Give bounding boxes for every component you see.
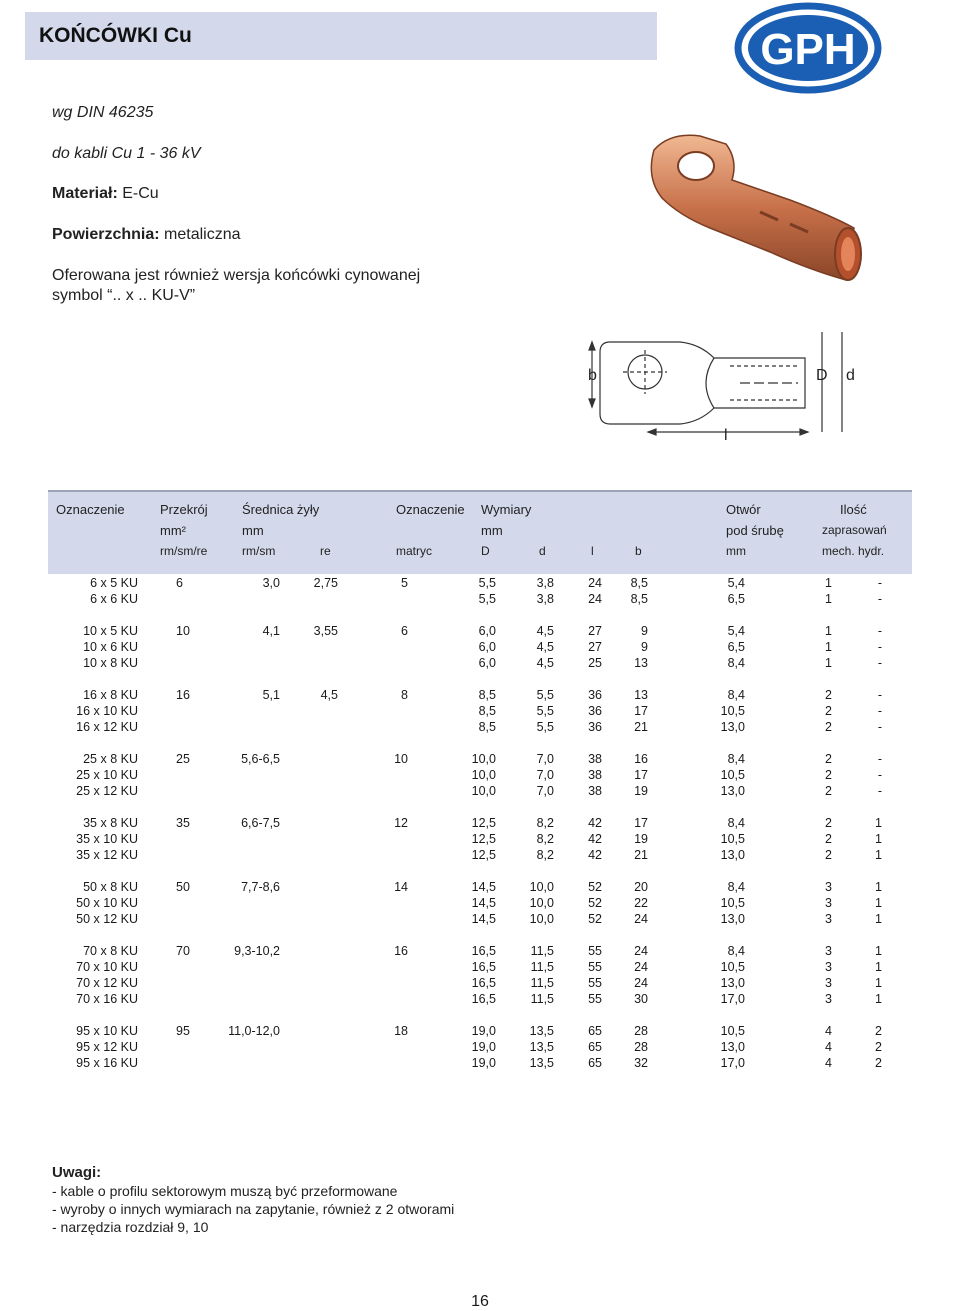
cell-hydr: - xyxy=(877,640,882,654)
cell-mech: 1 xyxy=(825,592,832,606)
header-otwor-unit: pod śrubę xyxy=(726,523,784,538)
surface-value: metaliczna xyxy=(159,226,241,243)
table-row xyxy=(48,944,912,960)
label-l: l xyxy=(724,427,728,444)
cell-d: 4,5 xyxy=(536,624,554,638)
cell-mech: 2 xyxy=(825,752,832,766)
cell-l: 36 xyxy=(588,720,602,734)
table-row xyxy=(48,592,912,608)
header-oznaczenie: Oznaczenie xyxy=(56,502,125,517)
cell-mech: 3 xyxy=(825,896,832,910)
cell-d: 8,2 xyxy=(536,832,554,846)
cell-oz: 10 x 5 KU xyxy=(83,624,138,638)
cell-b: 20 xyxy=(634,880,648,894)
cell-hydr: - xyxy=(877,656,882,670)
cell-l: 55 xyxy=(588,960,602,974)
cell-mech: 1 xyxy=(825,624,832,638)
gph-logo xyxy=(734,2,882,94)
cell-hydr: 1 xyxy=(875,880,882,894)
cell-D: 6,0 xyxy=(478,640,496,654)
cell-hydr: - xyxy=(877,784,882,798)
cell-hydr: - xyxy=(877,768,882,782)
cell-b: 22 xyxy=(634,896,648,910)
technical-drawing xyxy=(570,322,870,447)
cell-o: 5,4 xyxy=(727,624,745,638)
cell-o: 8,4 xyxy=(727,880,745,894)
header-srednica: Średnica żyły xyxy=(242,502,320,517)
cell-o: 13,0 xyxy=(720,784,745,798)
cell-o: 6,5 xyxy=(727,640,745,654)
cell-D: 5,5 xyxy=(478,592,496,606)
cell-d: 8,2 xyxy=(536,848,554,862)
cell-b: 13 xyxy=(634,688,648,702)
cell-hydr: 1 xyxy=(875,912,882,926)
cell-s1: 5,6-6,5 xyxy=(241,752,280,766)
cell-D: 16,5 xyxy=(471,992,496,1006)
cell-o: 8,4 xyxy=(727,816,745,830)
surface-line xyxy=(52,226,241,244)
label-d: d xyxy=(846,367,855,384)
cell-m: 12 xyxy=(394,816,408,830)
cell-m: 16 xyxy=(394,944,408,958)
offer-text: Oferowana jest również wersja końcówki cynowanej symbol “.. x .. KU-V” xyxy=(52,267,421,304)
cell-D: 8,5 xyxy=(478,704,496,718)
table-row xyxy=(48,896,912,912)
cell-b: 8,5 xyxy=(630,592,648,606)
cell-pr: 10 xyxy=(176,624,190,638)
note-item: - narzędzia rozdział 9, 10 xyxy=(52,1219,209,1235)
cell-d: 3,8 xyxy=(536,576,554,590)
cell-s1: 4,1 xyxy=(262,624,280,638)
cell-hydr: - xyxy=(877,752,882,766)
cell-m: 6 xyxy=(401,624,408,638)
table-row xyxy=(48,624,912,640)
material-label: Materiał: xyxy=(52,185,118,202)
cell-D: 10,0 xyxy=(471,752,496,766)
cell-oz: 70 x 12 KU xyxy=(76,976,138,990)
cell-s2: 3,55 xyxy=(313,624,338,638)
cell-d: 5,5 xyxy=(536,688,554,702)
note-item: - kable o profilu sektorowym muszą być przeformowane xyxy=(52,1183,398,1199)
cell-l: 42 xyxy=(588,832,602,846)
cell-mech: 3 xyxy=(825,960,832,974)
cell-oz: 35 x 10 KU xyxy=(76,832,138,846)
cell-o: 10,5 xyxy=(720,832,745,846)
cell-o: 17,0 xyxy=(720,1056,745,1070)
cell-D: 8,5 xyxy=(478,720,496,734)
cell-b: 19 xyxy=(634,832,648,846)
cell-o: 10,5 xyxy=(720,1024,745,1038)
cell-o: 8,4 xyxy=(727,688,745,702)
cell-d: 13,5 xyxy=(529,1024,554,1038)
cell-o: 10,5 xyxy=(720,768,745,782)
cell-d: 11,5 xyxy=(530,960,554,974)
cell-l: 52 xyxy=(588,912,602,926)
cell-D: 12,5 xyxy=(471,848,496,862)
cell-hydr: 2 xyxy=(875,1056,882,1070)
cell-d: 11,5 xyxy=(530,976,554,990)
note-item: - wyroby o innych wymiarach na zapytanie, również z 2 otworami xyxy=(52,1201,455,1217)
cell-D: 12,5 xyxy=(471,816,496,830)
cell-hydr: 2 xyxy=(875,1024,882,1038)
table-row xyxy=(48,768,912,784)
cell-b: 24 xyxy=(634,944,648,958)
table-row xyxy=(48,656,912,672)
cell-hydr: 1 xyxy=(875,896,882,910)
table-row xyxy=(48,1040,912,1056)
cell-oz: 70 x 8 KU xyxy=(83,944,138,958)
cell-s2: 2,75 xyxy=(313,576,338,590)
cell-l: 36 xyxy=(588,688,602,702)
cell-mech: 4 xyxy=(825,1040,832,1054)
cell-s2: 4,5 xyxy=(320,688,338,702)
header-przekroj: Przekrój xyxy=(160,502,208,517)
cell-d: 5,5 xyxy=(536,704,554,718)
cell-pr: 95 xyxy=(176,1024,190,1038)
cell-o: 10,5 xyxy=(720,896,745,910)
cell-oz: 25 x 8 KU xyxy=(83,752,138,766)
cell-l: 38 xyxy=(588,752,602,766)
cell-oz: 50 x 12 KU xyxy=(76,912,138,926)
cell-d: 10,0 xyxy=(529,880,554,894)
table-row xyxy=(48,992,912,1008)
cell-l: 38 xyxy=(588,768,602,782)
cell-D: 19,0 xyxy=(471,1024,496,1038)
cell-l: 55 xyxy=(588,976,602,990)
header-l: l xyxy=(591,544,594,558)
cell-o: 8,4 xyxy=(727,656,745,670)
header-matryc: matryc xyxy=(396,544,432,558)
cell-oz: 10 x 6 KU xyxy=(83,640,138,654)
cell-o: 17,0 xyxy=(720,992,745,1006)
cell-oz: 16 x 10 KU xyxy=(76,704,138,718)
table-row xyxy=(48,688,912,704)
header-D: D xyxy=(481,544,490,558)
cell-l: 27 xyxy=(588,624,602,638)
cell-oz: 6 x 5 KU xyxy=(90,576,138,590)
header-srednica-sub2: re xyxy=(320,544,331,558)
header-wymiary-unit: mm xyxy=(481,523,503,538)
cell-mech: 3 xyxy=(825,880,832,894)
table-row xyxy=(48,784,912,800)
cell-mech: 2 xyxy=(825,704,832,718)
cell-mech: 2 xyxy=(825,848,832,862)
cell-s1: 6,6-7,5 xyxy=(241,816,280,830)
cell-D: 8,5 xyxy=(478,688,496,702)
cell-pr: 25 xyxy=(176,752,190,766)
cell-o: 10,5 xyxy=(720,704,745,718)
cell-l: 24 xyxy=(588,576,602,590)
cell-d: 4,5 xyxy=(536,656,554,670)
cell-mech: 3 xyxy=(825,912,832,926)
material-value: E-Cu xyxy=(117,185,159,202)
cell-mech: 3 xyxy=(825,976,832,990)
header-wymiary: Wymiary xyxy=(481,502,532,517)
cell-b: 9 xyxy=(641,624,648,638)
cell-d: 3,8 xyxy=(536,592,554,606)
table-row xyxy=(48,848,912,864)
cell-s1: 11,0-12,0 xyxy=(228,1024,280,1038)
cell-b: 24 xyxy=(634,976,648,990)
cell-D: 5,5 xyxy=(478,576,496,590)
cell-b: 30 xyxy=(634,992,648,1006)
cell-hydr: 1 xyxy=(875,944,882,958)
cell-mech: 2 xyxy=(825,832,832,846)
cell-d: 13,5 xyxy=(529,1056,554,1070)
cell-m: 18 xyxy=(394,1024,408,1038)
cell-l: 36 xyxy=(588,704,602,718)
cell-l: 25 xyxy=(588,656,602,670)
material-line xyxy=(52,185,159,203)
cell-hydr: - xyxy=(877,688,882,702)
cell-mech: 2 xyxy=(825,768,832,782)
header-oznaczenie-matryc: Oznaczenie xyxy=(396,502,465,517)
cell-pr: 16 xyxy=(176,688,190,702)
cell-hydr: 1 xyxy=(875,848,882,862)
cell-D: 6,0 xyxy=(478,624,496,638)
table-row xyxy=(48,1024,912,1040)
label-b: b xyxy=(588,367,597,384)
table-row xyxy=(48,880,912,896)
cell-D: 14,5 xyxy=(471,896,496,910)
cell-mech: 2 xyxy=(825,720,832,734)
cell-pr: 35 xyxy=(176,816,190,830)
cell-b: 17 xyxy=(634,816,648,830)
table-row xyxy=(48,960,912,976)
cell-pr: 70 xyxy=(176,944,190,958)
cell-b: 24 xyxy=(634,960,648,974)
cell-s1: 7,7-8,6 xyxy=(241,880,280,894)
cell-o: 13,0 xyxy=(720,976,745,990)
cell-D: 19,0 xyxy=(471,1040,496,1054)
cell-l: 42 xyxy=(588,816,602,830)
cell-l: 27 xyxy=(588,640,602,654)
cell-hydr: 1 xyxy=(875,960,882,974)
table-row xyxy=(48,912,912,928)
header-d: d xyxy=(539,544,546,558)
cell-oz: 25 x 12 KU xyxy=(76,784,138,798)
cell-m: 10 xyxy=(394,752,408,766)
cell-oz: 50 x 8 KU xyxy=(83,880,138,894)
cables-text: do kabli Cu 1 - 36 kV xyxy=(52,145,201,162)
cell-d: 10,0 xyxy=(529,912,554,926)
cell-d: 8,2 xyxy=(536,816,554,830)
header-ilosc-unit: zaprasowań xyxy=(822,523,887,537)
cell-l: 42 xyxy=(588,848,602,862)
cell-b: 13 xyxy=(634,656,648,670)
cell-d: 11,5 xyxy=(530,944,554,958)
cell-D: 6,0 xyxy=(478,656,496,670)
header-b: b xyxy=(635,544,642,558)
cell-D: 10,0 xyxy=(471,768,496,782)
cell-l: 52 xyxy=(588,880,602,894)
cell-o: 5,4 xyxy=(727,576,745,590)
cell-d: 7,0 xyxy=(536,784,554,798)
cell-b: 17 xyxy=(634,704,648,718)
cell-b: 28 xyxy=(634,1024,648,1038)
cell-b: 28 xyxy=(634,1040,648,1054)
cell-s1: 9,3-10,2 xyxy=(234,944,280,958)
cell-D: 16,5 xyxy=(471,944,496,958)
cell-b: 19 xyxy=(634,784,648,798)
cell-oz: 16 x 12 KU xyxy=(76,720,138,734)
header-otwor-sub: mm xyxy=(726,544,746,558)
cell-b: 21 xyxy=(634,848,648,862)
cell-oz: 6 x 6 KU xyxy=(90,592,138,606)
cell-o: 13,0 xyxy=(720,848,745,862)
cell-l: 24 xyxy=(588,592,602,606)
logo-text: GPH xyxy=(760,25,856,74)
table-row xyxy=(48,704,912,720)
cell-mech: 4 xyxy=(825,1056,832,1070)
cell-hydr: - xyxy=(877,592,882,606)
notes-block xyxy=(52,1164,454,1236)
table-row xyxy=(48,832,912,848)
cell-d: 5,5 xyxy=(536,720,554,734)
cell-D: 14,5 xyxy=(471,880,496,894)
cell-hydr: 1 xyxy=(875,976,882,990)
cell-hydr: 2 xyxy=(875,1040,882,1054)
cell-oz: 35 x 12 KU xyxy=(76,848,138,862)
cell-D: 16,5 xyxy=(471,976,496,990)
cell-s1: 5,1 xyxy=(262,688,280,702)
table-row xyxy=(48,976,912,992)
standard-text: wg DIN 46235 xyxy=(52,104,154,121)
cell-mech: 4 xyxy=(825,1024,832,1038)
cell-d: 10,0 xyxy=(529,896,554,910)
cell-d: 7,0 xyxy=(536,752,554,766)
header-ilosc-sub: mech. hydr. xyxy=(822,544,885,558)
cell-l: 65 xyxy=(588,1056,602,1070)
cell-hydr: 1 xyxy=(875,816,882,830)
cell-mech: 1 xyxy=(825,656,832,670)
cell-D: 14,5 xyxy=(471,912,496,926)
cell-o: 6,5 xyxy=(727,592,745,606)
cell-hydr: 1 xyxy=(875,992,882,1006)
cell-b: 32 xyxy=(634,1056,648,1070)
cell-o: 8,4 xyxy=(727,752,745,766)
cell-o: 13,0 xyxy=(720,720,745,734)
cell-b: 8,5 xyxy=(630,576,648,590)
cell-mech: 3 xyxy=(825,992,832,1006)
cell-b: 9 xyxy=(641,640,648,654)
cell-oz: 95 x 10 KU xyxy=(76,1024,138,1038)
notes-heading: Uwagi: xyxy=(52,1164,102,1181)
cell-hydr: - xyxy=(877,576,882,590)
cell-d: 7,0 xyxy=(536,768,554,782)
header-przekroj-sub: rm/sm/re xyxy=(160,544,208,558)
cell-b: 17 xyxy=(634,768,648,782)
title-bar xyxy=(25,12,657,60)
cell-hydr: - xyxy=(877,624,882,638)
header-srednica-sub1: rm/sm xyxy=(242,544,276,558)
cell-l: 65 xyxy=(588,1040,602,1054)
cell-hydr: - xyxy=(877,720,882,734)
cell-pr: 50 xyxy=(176,880,190,894)
cell-oz: 50 x 10 KU xyxy=(76,896,138,910)
cell-hydr: - xyxy=(877,704,882,718)
header-przekroj-unit: mm² xyxy=(160,523,186,538)
cell-pr: 6 xyxy=(176,576,183,590)
cell-D: 12,5 xyxy=(471,832,496,846)
cell-o: 10,5 xyxy=(720,960,745,974)
cell-b: 24 xyxy=(634,912,648,926)
cell-D: 16,5 xyxy=(471,960,496,974)
cell-oz: 35 x 8 KU xyxy=(83,816,138,830)
table-row xyxy=(48,640,912,656)
cell-oz: 70 x 10 KU xyxy=(76,960,138,974)
cell-oz: 70 x 16 KU xyxy=(76,992,138,1006)
cell-oz: 25 x 10 KU xyxy=(76,768,138,782)
cell-d: 13,5 xyxy=(529,1040,554,1054)
table-row xyxy=(48,816,912,832)
table-row xyxy=(48,1056,912,1072)
surface-label: Powierzchnia: xyxy=(52,226,160,243)
cell-o: 8,4 xyxy=(727,944,745,958)
cell-l: 52 xyxy=(588,896,602,910)
cell-d: 11,5 xyxy=(530,992,554,1006)
cell-hydr: 1 xyxy=(875,832,882,846)
cell-d: 4,5 xyxy=(536,640,554,654)
cell-oz: 95 x 12 KU xyxy=(76,1040,138,1054)
cable-lug-photo xyxy=(640,120,880,295)
cell-l: 55 xyxy=(588,944,602,958)
cell-oz: 10 x 8 KU xyxy=(83,656,138,670)
page-number: 16 xyxy=(471,1293,489,1310)
cell-m: 5 xyxy=(401,576,408,590)
cell-mech: 1 xyxy=(825,640,832,654)
table-row xyxy=(48,576,912,592)
cell-oz: 95 x 16 KU xyxy=(76,1056,138,1070)
cell-b: 16 xyxy=(634,752,648,766)
cell-D: 19,0 xyxy=(471,1056,496,1070)
cell-o: 13,0 xyxy=(720,912,745,926)
cell-oz: 16 x 8 KU xyxy=(83,688,138,702)
page-title: KOŃCÓWKI Cu xyxy=(39,24,192,47)
table-row xyxy=(48,720,912,736)
cell-o: 13,0 xyxy=(720,1040,745,1054)
cell-l: 55 xyxy=(588,992,602,1006)
cell-l: 65 xyxy=(588,1024,602,1038)
table-row xyxy=(48,752,912,768)
cell-b: 21 xyxy=(634,720,648,734)
cell-mech: 2 xyxy=(825,688,832,702)
cell-m: 8 xyxy=(401,688,408,702)
cell-m: 14 xyxy=(394,880,408,894)
cell-mech: 1 xyxy=(825,576,832,590)
header-srednica-unit: mm xyxy=(242,523,264,538)
label-D: D xyxy=(816,367,828,384)
header-ilosc: Ilość xyxy=(840,502,867,517)
cell-mech: 2 xyxy=(825,816,832,830)
cell-mech: 2 xyxy=(825,784,832,798)
cell-D: 10,0 xyxy=(471,784,496,798)
cell-s1: 3,0 xyxy=(262,576,280,590)
header-otwor: Otwór xyxy=(726,502,761,517)
cell-mech: 3 xyxy=(825,944,832,958)
cell-l: 38 xyxy=(588,784,602,798)
